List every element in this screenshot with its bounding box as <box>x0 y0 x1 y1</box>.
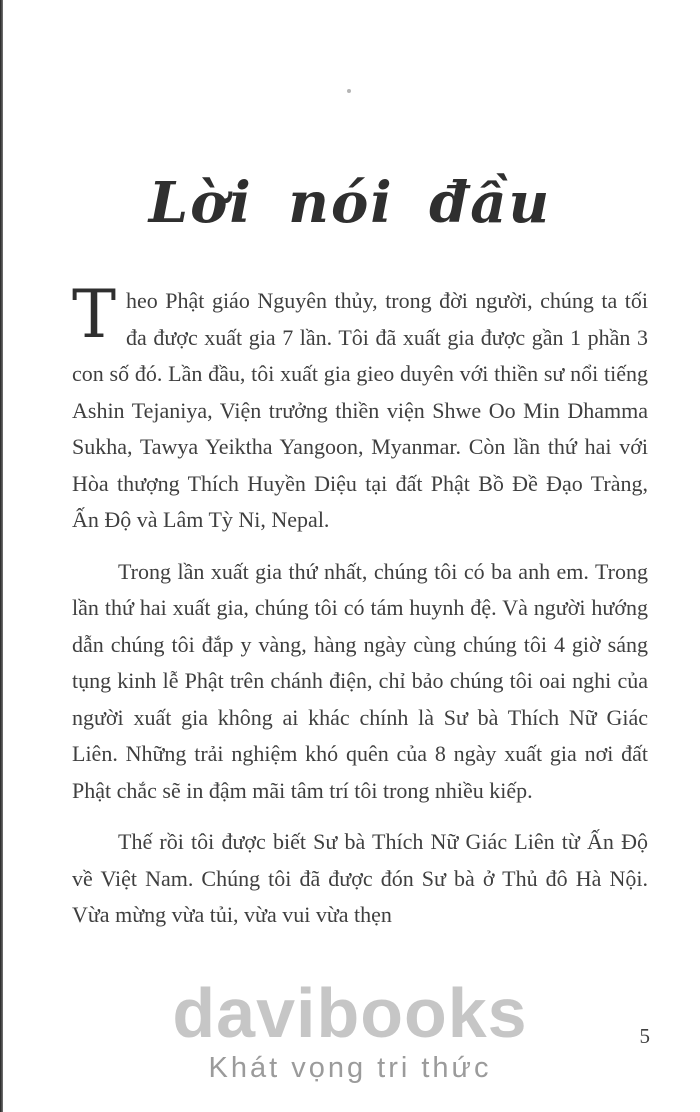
scan-speck <box>347 89 351 93</box>
body-text <box>72 276 648 949</box>
paragraph <box>72 276 648 539</box>
paragraph <box>72 554 648 810</box>
scan-edge-line <box>0 0 3 1112</box>
page-title: Lời nói đầu <box>148 169 552 236</box>
paragraph-text: Thế rồi tôi được biết Sư bà Thích Nữ Giác Liên từ Ấn Độ về Việt Nam. Chúng tôi đã được đón Sư bà ở Thủ đô Hà Nội. Vừa mừng vừa tủi, vừa vui vừa thẹn <box>72 829 648 927</box>
publisher-watermark <box>0 974 700 1085</box>
page-number: 5 <box>639 1024 650 1048</box>
watermark-brand: davibooks <box>172 974 528 1052</box>
drop-cap: T <box>72 276 117 353</box>
paragraph-text: Trong lần xuất gia thứ nhất, chúng tôi có ba anh em. Trong lần thứ hai xuất gia, chúng tôi có tám huynh đệ. Và người hướng dẫn chúng tôi đắp y vàng, hàng ngày cùng chúng tôi 4 giờ sáng tụng kinh lễ Phật trên chánh điện, chỉ bảo chúng tôi oai nghi của người xuất gia không ai khác chính là Sư bà Thích Nữ Giác Liên. Những trải nghiệm khó quên của 8 ngày xuất gia nơi đất Phật chắc sẽ in đậm mãi tâm trí tôi trong nhiều kiếp. <box>72 558 648 803</box>
paragraph-text: heo Phật giáo Nguyên thủy, trong đời người, chúng ta tối đa được xuất gia 7 lần. Tôi đã xuất gia được gần 1 phần 3 con số đó. Lần đầu, tôi xuất gia gieo duyên với thiền sư nổi tiếng Ashin Tejaniya, Viện trưởng thiền viện Shwe Oo Min Dhamma Sukha, Tawya Yeiktha Yangoon, Myanmar. Còn lần thứ hai với Hòa thượng Thích Huyền Diệu tại đất Phật Bồ Đề Đạo Tràng, Ấn Độ và Lâm Tỳ Ni, Nepal. <box>72 288 648 532</box>
paragraph <box>72 824 648 934</box>
watermark-tagline: Khát vọng tri thức <box>208 1052 492 1084</box>
